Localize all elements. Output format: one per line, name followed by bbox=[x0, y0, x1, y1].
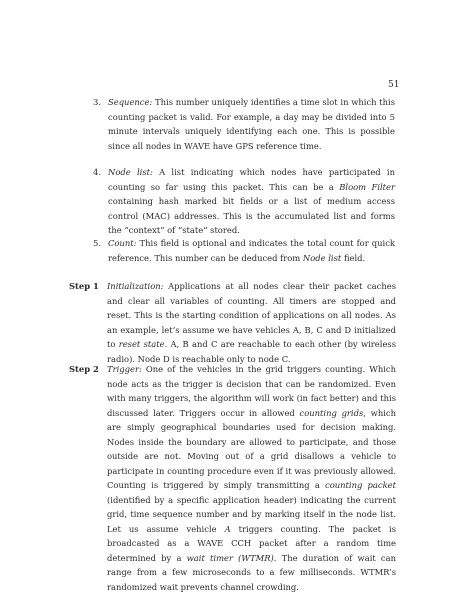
list-emphasis: Node list bbox=[302, 252, 342, 263]
step-text: Applications at all nodes clear their packet caches and clear all variables of counting. All timers are stopped and reset. This is the starting condition of applications on all nodes. As an example, let’s assume we have vehicles A, B, C and D initialized to bbox=[107, 281, 396, 349]
step-emphasis: reset state. bbox=[118, 339, 168, 349]
step-1-initialization bbox=[69, 279, 396, 366]
step-emphasis: counting packet bbox=[325, 480, 396, 490]
list-term: Count: bbox=[108, 238, 137, 248]
step-text: (identified by a specific application header) indicating the current grid, time sequence number and by marking itself in the node list. Let us assume vehicle bbox=[107, 494, 396, 534]
step-text: A, B and C are reachable to each other (by wireless radio). Node D is reachable only to node C. bbox=[107, 339, 396, 364]
step-text: triggers counting. The packet is broadcasted as a WAVE CCH packet after a random time determined by a bbox=[107, 523, 397, 563]
list-text: field. bbox=[343, 252, 366, 263]
list-text: This field is optional and indicates the total count for quick reference. This number can be deduced from bbox=[108, 238, 395, 263]
list-text: A list indicating which nodes have participated in counting so far using this packet. This can be a bbox=[108, 167, 395, 192]
step-emphasis: A bbox=[224, 523, 231, 534]
list-item-node-list bbox=[93, 165, 395, 238]
step-emphasis: counting grids bbox=[299, 407, 364, 418]
step-text: The duration of wait can range from a few microseconds to a few milliseconds. WTMR’s randomized wait prevents channel crowding. bbox=[107, 552, 397, 592]
list-item-body bbox=[108, 165, 395, 238]
list-emphasis: Bloom Filter bbox=[339, 181, 396, 192]
step-body bbox=[107, 279, 396, 366]
list-number: 4. bbox=[93, 167, 101, 177]
list-term: Sequence: bbox=[108, 97, 153, 107]
list-item-sequence bbox=[93, 95, 395, 153]
step-body bbox=[107, 362, 396, 594]
list-number: 5. bbox=[93, 238, 101, 248]
list-number: 3. bbox=[93, 97, 101, 107]
step-2-trigger bbox=[69, 362, 396, 594]
step-label: Step 1 bbox=[69, 281, 99, 291]
step-text: , which are simply geographical boundaries used for decision making. Nodes inside the boundary are allowed to participate, and those outside are not. Moving out of a grid disallows a vehicle to participate in counting procedure even if it was previously allowed. Counting is triggered by simply transmitting a bbox=[107, 407, 397, 490]
step-emphasis: wait timer (WTMR). bbox=[186, 552, 277, 563]
step-text: One of the vehicles in the grid triggers counting. Which node acts as the trigger is decision that can be randomized. Even with many triggers, the algorithm will work (in fact better) and this discussed later. Triggers occur in allowed bbox=[107, 364, 396, 418]
step-term: Trigger: bbox=[107, 364, 142, 374]
list-item-body bbox=[108, 95, 395, 153]
list-item-body bbox=[108, 236, 395, 265]
list-text: This number uniquely identifies a time slot in which this counting packet is valid. For example, a day may be divided into 5 minute intervals uniquely identifying each one. This is possible since all nodes in WAVE have GPS reference time. bbox=[108, 97, 396, 151]
step-label: Step 2 bbox=[69, 364, 99, 374]
list-term: Node list: bbox=[108, 167, 153, 177]
page-number: 51 bbox=[388, 80, 400, 90]
list-text: containing hash marked bit fields or a list of medium access control (MAC) addresses. This is the accumulated list and forms the “context” of “state” stored. bbox=[108, 196, 395, 235]
list-item-count bbox=[93, 236, 395, 265]
step-term: Initialization: bbox=[107, 281, 164, 291]
